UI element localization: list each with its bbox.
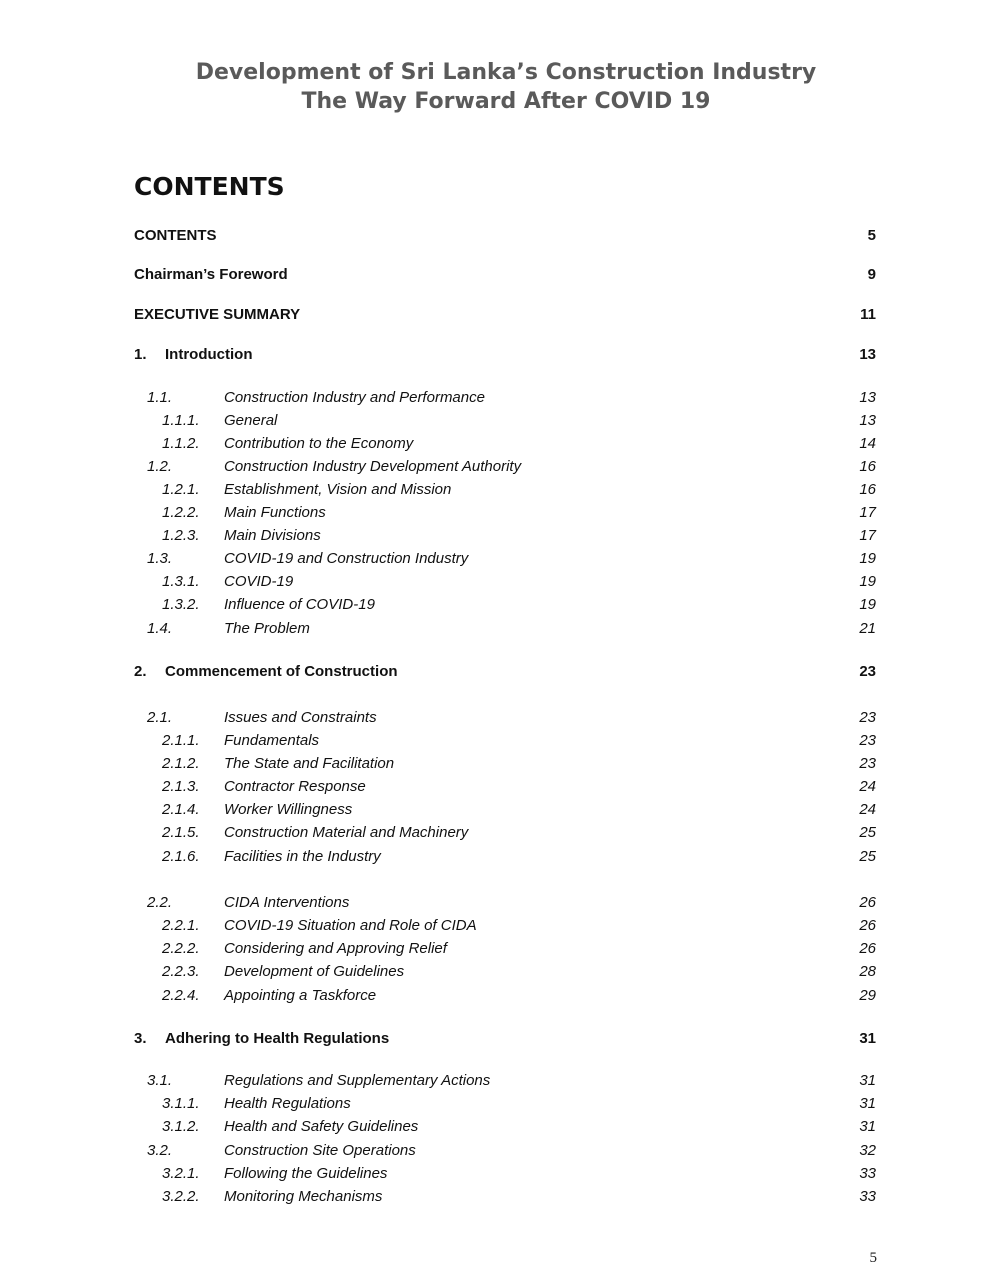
toc-entry-page: 26 xyxy=(859,894,876,911)
toc-entry-title: Adhering to Health Regulations xyxy=(165,1030,390,1047)
toc-entry-page: 32 xyxy=(859,1142,876,1159)
toc-entry-number: 2. xyxy=(134,663,147,680)
toc-entry-page: 23 xyxy=(859,755,876,772)
toc-entry-number: 2.1.3. xyxy=(162,778,200,795)
toc-entry-number: 2.2.4. xyxy=(162,987,200,1004)
toc-entry-page: 31 xyxy=(859,1072,876,1089)
toc-entry-title: Establishment, Vision and Mission xyxy=(224,481,452,498)
toc-entry-number: 2.1.6. xyxy=(162,848,200,865)
toc-entry-number: 3.2.1. xyxy=(162,1165,200,1182)
toc-entry-number: 2.1.4. xyxy=(162,801,200,818)
toc-entry-number: 1.3. xyxy=(147,550,173,567)
toc-entry-title: Construction Industry Development Authority xyxy=(224,458,522,475)
toc-entry-title: Influence of COVID-19 xyxy=(224,596,375,613)
toc-entry-page: 24 xyxy=(859,801,876,818)
toc-entry-title: The State and Facilitation xyxy=(224,755,395,772)
toc-entry-number: 2.1.1. xyxy=(162,732,200,749)
toc-entry-number: 1.3.2. xyxy=(162,596,200,613)
toc-entry-title: Development of Guidelines xyxy=(224,963,405,980)
toc-entry-number: 2.2.1. xyxy=(162,917,200,934)
toc-entry xyxy=(0,595,1000,615)
toc-entry-page: 31 xyxy=(859,1118,876,1135)
toc-entry-number: 1.1.2. xyxy=(162,435,200,452)
toc-entry-page: 19 xyxy=(859,573,876,590)
toc-entry-page: 21 xyxy=(859,620,876,637)
toc-entry-page: 33 xyxy=(859,1188,876,1205)
toc-entry-number: 3.1. xyxy=(147,1072,173,1089)
toc-entry-number: 1.1.1. xyxy=(162,412,200,429)
toc-entry-title: Contractor Response xyxy=(224,778,366,795)
toc-entry-number: 1.2.1. xyxy=(162,481,200,498)
toc-entry xyxy=(0,619,1000,639)
toc-entry-title: Facilities in the Industry xyxy=(224,848,381,865)
toc-entry xyxy=(0,939,1000,959)
toc-entry xyxy=(0,1094,1000,1114)
toc-entry xyxy=(0,708,1000,728)
toc-entry-page: 26 xyxy=(859,940,876,957)
toc-entry-title: Fundamentals xyxy=(224,732,320,749)
toc-entry xyxy=(0,893,1000,913)
toc-entry-page: 23 xyxy=(859,732,876,749)
toc-entry-number: 2.2.2. xyxy=(162,940,200,957)
toc-entry-number: 3.2.2. xyxy=(162,1188,200,1205)
toc-entry-page: 19 xyxy=(859,550,876,567)
toc-entry xyxy=(0,986,1000,1006)
toc-entry-title: Commencement of Construction xyxy=(165,663,398,680)
toc-entry-title: Regulations and Supplementary Actions xyxy=(224,1072,491,1089)
toc-entry-title: Main Divisions xyxy=(224,527,321,544)
toc-entry xyxy=(0,1164,1000,1184)
toc-entry-title: CONTENTS xyxy=(134,227,217,244)
toc-entry-number: 1.2. xyxy=(147,458,173,475)
toc-entry-title: Considering and Approving Relief xyxy=(224,940,447,957)
toc-entry-title: Construction Material and Machinery xyxy=(224,824,469,841)
toc-entry-page: 13 xyxy=(859,346,876,363)
toc-entry-title: Construction Industry and Performance xyxy=(224,389,485,406)
toc-entry-title: COVID-19 xyxy=(224,573,294,590)
toc-entry xyxy=(0,800,1000,820)
toc-entry xyxy=(0,434,1000,454)
toc-entry xyxy=(0,526,1000,546)
toc-entry-title: The Problem xyxy=(224,620,310,637)
toc-entry-number: 1.2.3. xyxy=(162,527,200,544)
toc-entry-page: 33 xyxy=(859,1165,876,1182)
toc-entry-number: 1.2.2. xyxy=(162,504,200,521)
toc-entry-number: 1.4. xyxy=(147,620,173,637)
toc-entry-title: COVID-19 Situation and Role of CIDA xyxy=(224,917,477,934)
toc-entry xyxy=(0,916,1000,936)
toc-entry xyxy=(0,823,1000,843)
toc-entry-number: 1.3.1. xyxy=(162,573,200,590)
toc-entry xyxy=(0,847,1000,867)
toc-entry xyxy=(0,411,1000,431)
toc-entry-page: 28 xyxy=(859,963,876,980)
toc-entry-number: 3.2. xyxy=(147,1142,173,1159)
toc-entry-page: 14 xyxy=(859,435,876,452)
document-header xyxy=(0,58,1000,116)
toc-entry-number: 1.1. xyxy=(147,389,173,406)
toc-entry-title: Health and Safety Guidelines xyxy=(224,1118,419,1135)
toc-entry-title: Monitoring Mechanisms xyxy=(224,1188,383,1205)
toc-entry-page: 25 xyxy=(859,824,876,841)
toc-entry-page: 23 xyxy=(859,709,876,726)
toc-entry xyxy=(0,226,1000,246)
toc-entry xyxy=(0,962,1000,982)
header-title-line1: Development of Sri Lanka’s Construction Industry xyxy=(195,60,817,85)
toc-entry-page: 13 xyxy=(859,412,876,429)
toc-entry-number: 3.1.2. xyxy=(162,1118,200,1135)
toc-entry-page: 16 xyxy=(859,458,876,475)
toc-entry-title: Worker Willingness xyxy=(224,801,353,818)
toc-entry-page: 29 xyxy=(859,987,876,1004)
toc-entry xyxy=(0,1029,1000,1049)
toc-entry xyxy=(0,754,1000,774)
header-title-line2: The Way Forward After COVID 19 xyxy=(301,89,711,114)
toc-entry-title: Main Functions xyxy=(224,504,326,521)
toc-entry xyxy=(0,457,1000,477)
toc-entry-number: 2.1.5. xyxy=(162,824,200,841)
toc-entry-page: 26 xyxy=(859,917,876,934)
toc-entry xyxy=(0,480,1000,500)
toc-entry-title: Health Regulations xyxy=(224,1095,351,1112)
toc-entry-title: Construction Site Operations xyxy=(224,1142,416,1159)
toc-entry-page: 17 xyxy=(859,527,876,544)
toc-entry xyxy=(0,1071,1000,1091)
toc-entry-title: General xyxy=(224,412,278,429)
toc-entry-title: CIDA Interventions xyxy=(224,894,350,911)
toc-entry-page: 24 xyxy=(859,778,876,795)
toc-entry-page: 23 xyxy=(859,663,876,680)
toc-entry-title: Contribution to the Economy xyxy=(224,435,414,452)
toc-entry xyxy=(0,345,1000,365)
toc-entry-page: 25 xyxy=(859,848,876,865)
toc-entry-page: 19 xyxy=(859,596,876,613)
toc-entry-title: Following the Guidelines xyxy=(224,1165,388,1182)
toc-entry xyxy=(0,777,1000,797)
toc-entry xyxy=(0,305,1000,325)
toc-entry-number: 3.1.1. xyxy=(162,1095,200,1112)
toc-entry-page: 11 xyxy=(860,306,876,323)
toc-entry-number: 2.2.3. xyxy=(162,963,200,980)
toc-entry-page: 31 xyxy=(859,1030,876,1047)
toc-entry-number: 1. xyxy=(134,346,147,363)
toc-entry xyxy=(0,662,1000,682)
toc-entry xyxy=(0,1187,1000,1207)
toc-entry-number: 2.1. xyxy=(147,709,173,726)
page-number: 5 xyxy=(869,1250,877,1266)
toc-entry-page: 5 xyxy=(867,227,876,244)
toc-entry xyxy=(0,572,1000,592)
toc-entry xyxy=(0,1141,1000,1161)
toc-entry xyxy=(0,388,1000,408)
toc-entry-page: 13 xyxy=(859,389,876,406)
toc-entry-page: 9 xyxy=(867,266,876,283)
toc-entry-title: Issues and Constraints xyxy=(224,709,377,726)
toc-entry-page: 17 xyxy=(859,504,876,521)
toc-entry-page: 16 xyxy=(859,481,876,498)
toc-entry-page: 31 xyxy=(859,1095,876,1112)
toc-entry xyxy=(0,731,1000,751)
toc-entry xyxy=(0,265,1000,285)
toc-entry-title: EXECUTIVE SUMMARY xyxy=(134,306,301,323)
contents-heading: CONTENTS xyxy=(134,172,285,201)
toc-entry-title: Appointing a Taskforce xyxy=(224,987,377,1004)
toc-entry-number: 3. xyxy=(134,1030,147,1047)
toc-entry-title: Chairman’s Foreword xyxy=(134,266,288,283)
toc-entry-number: 2.2. xyxy=(147,894,173,911)
toc-entry-number: 2.1.2. xyxy=(162,755,200,772)
toc-entry xyxy=(0,503,1000,523)
toc-entry xyxy=(0,1117,1000,1137)
toc-entry-title: COVID-19 and Construction Industry xyxy=(224,550,469,567)
toc-entry-title: Introduction xyxy=(165,346,253,363)
toc-entry xyxy=(0,549,1000,569)
